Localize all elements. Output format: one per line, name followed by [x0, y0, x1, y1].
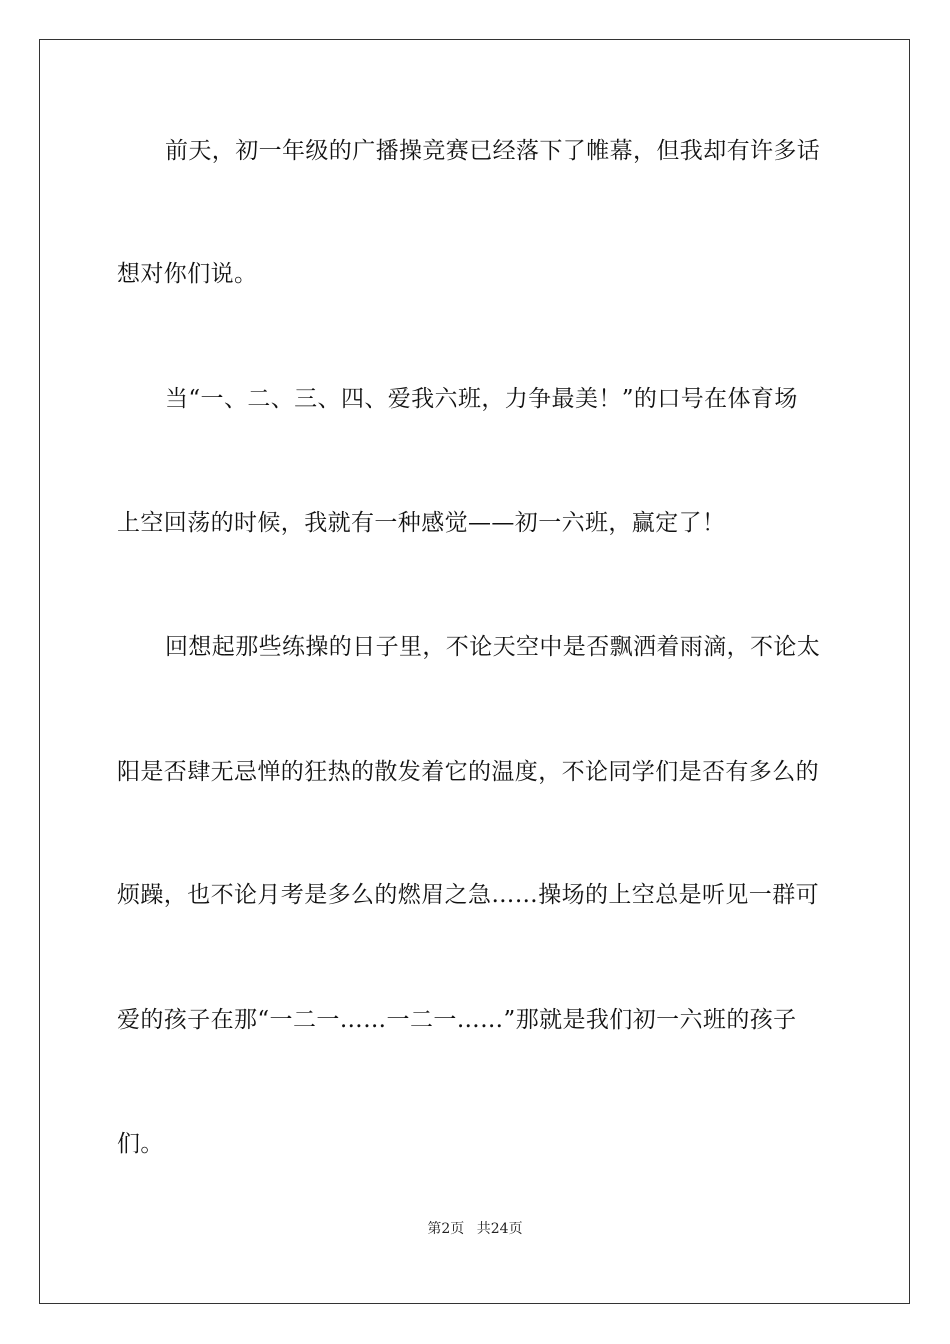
- page-footer: [0, 1220, 950, 1238]
- paragraph-3-line-4: 爱的孩子在那“一二一……一二一……”那就是我们初一六班的孩子: [117, 1007, 797, 1033]
- paragraph-3-line-3: 烦躁，也不论月考是多么的燃眉之急……操场的上空总是听见一群可: [117, 882, 819, 908]
- paragraph-2-line-1: 当“一、二、三、四、爱我六班，力争最美！”的口号在体育场: [165, 386, 798, 412]
- page-frame: [39, 39, 910, 1304]
- paragraph-3-line-5: 们。: [117, 1131, 164, 1157]
- paragraph-3-line-1: 回想起那些练操的日子里，不论天空中是否飘洒着雨滴，不论太: [165, 634, 821, 660]
- total-pages: 共24页: [476, 1221, 523, 1237]
- page-number: 第2页: [427, 1221, 465, 1237]
- paragraph-1-line-1: 前天，初一年级的广播操竞赛已经落下了帷幕，但我却有许多话: [165, 138, 821, 164]
- paragraph-1-line-2: 想对你们说。: [117, 261, 258, 287]
- paragraph-3-line-2: 阳是否肆无忌惮的狂热的散发着它的温度，不论同学们是否有多么的: [117, 759, 819, 785]
- paragraph-2-line-2: 上空回荡的时候，我就有一种感觉——初一六班，赢定了！: [117, 510, 726, 536]
